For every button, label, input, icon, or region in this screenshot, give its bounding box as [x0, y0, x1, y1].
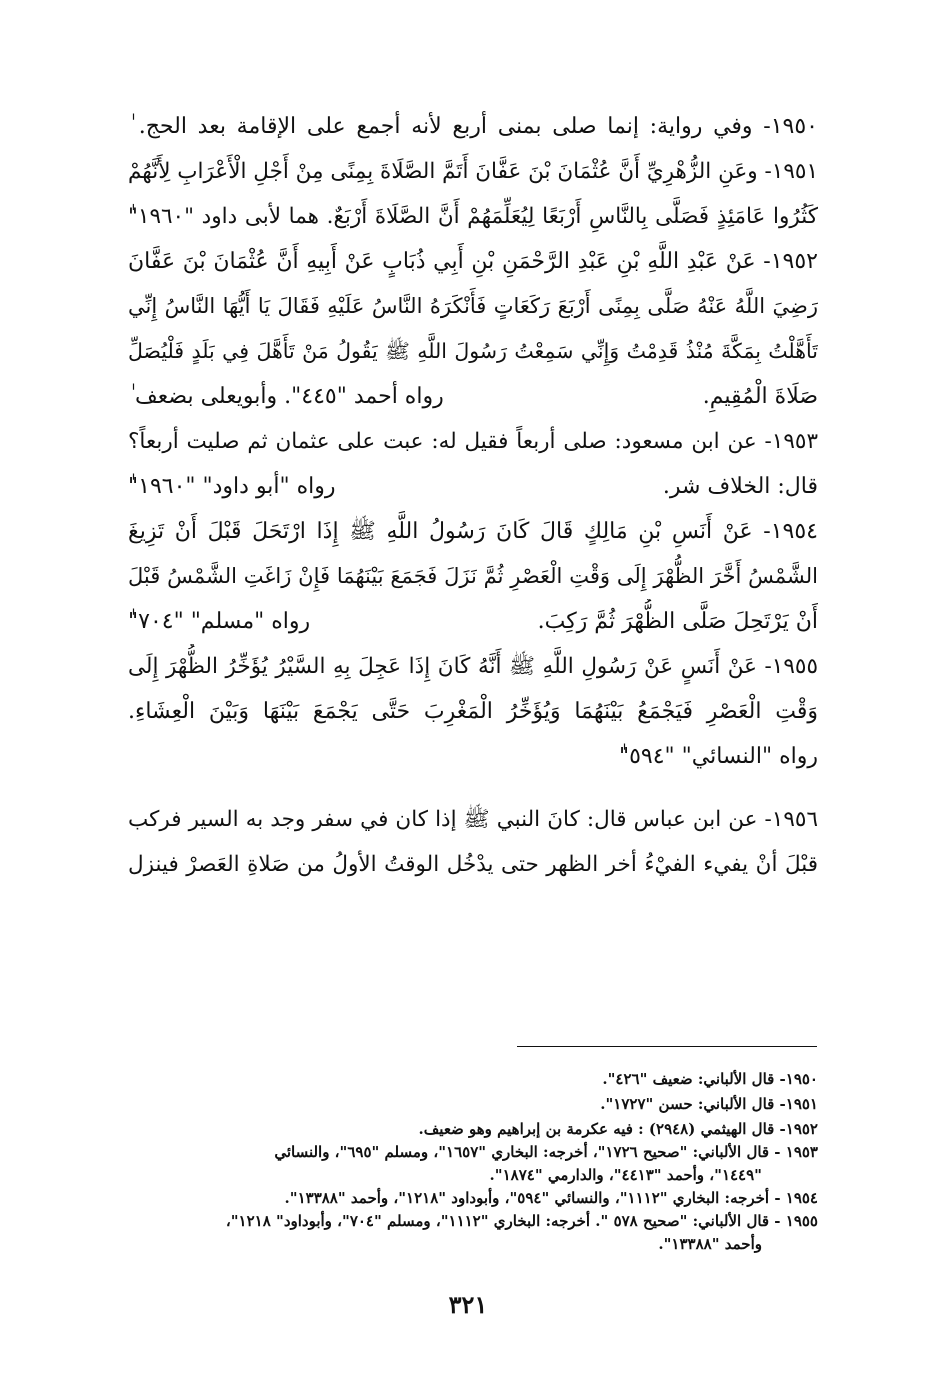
main-text	[128, 104, 818, 887]
footnote: ١٩٥٥ - قال الألباني: "صحيح ٥٧٨ ". أخرجه: البخاري "١١١٢"، ومسلم "٧٠٤"، وأبوداود" ١٢١٨"،	[225, 1212, 818, 1230]
footnote: ١٩٥٠- قال الألباني: ضعيف "٤٢٦".	[602, 1070, 818, 1088]
citation: رواه "النسائي" "٥٩٤"ٰ	[618, 744, 818, 769]
page-number: ٣٢١	[448, 1290, 488, 1319]
paragraph-gap	[128, 779, 818, 797]
footnote: ١٩٥٣ - قال الألباني: "صحيح ١٧٢٦"، أخرجه: البخاري "١٦٥٧"، ومسلم "٦٩٥"، والنسائي	[274, 1143, 818, 1161]
text-segment: قال: الخلاف شر.	[662, 474, 818, 499]
text-line: كَثُرُوا عَامَئِذٍ فَصَلَّى بِالنَّاسِ أَرْبَعًا لِيُعَلِّمَهُمْ أَنَّ الصَّلَاةَ أَرْبَعٌ. هما لأبى داود "١٩٦٠"ٰ	[128, 204, 818, 229]
text-line	[128, 464, 818, 509]
citation: رواه "مسلم" "٧٠٤"ٰ	[128, 609, 311, 634]
text-line: ١٩٥٥- عَنْ أَنَسٍ عَنْ رَسُولِ اللَّهِ ﷺ أَنَّهُ كَانَ إِذَا عَجِلَ بِهِ السَّيْرُ يُؤَخِّرُ الظُّهْرَ إِلَى	[128, 654, 818, 679]
citation: رواه "أبو داود" "١٩٦٠"ٰ	[128, 474, 336, 499]
footnote: ١٩٥٤ - أخرجه: البخاري "١١١٢"، والنسائي "٥٩٤"، وأبوداود "١٢١٨"، وأحمد "١٣٣٨٨".	[284, 1189, 818, 1207]
text-segment: أَنْ يَرْتَحِلَ صَلَّى الظُّهْرَ ثُمَّ رَكِبَ.	[537, 609, 818, 634]
text-line: ١٩٥٤- عَنْ أَنَسِ بْنِ مَالِكٍ قَالَ كَانَ رَسُولُ اللَّهِ ﷺ إِذَا ارْتَحَلَ قَبْلَ أَنْ تَزِيغَ	[128, 519, 818, 544]
footnotes	[140, 1068, 818, 1256]
footnote: ١٩٥٢- قال الهيثمي (٢٩٤٨) : فيه عكرمة بن إبراهيم وهو ضعيف.	[418, 1120, 818, 1138]
text-line	[128, 599, 818, 644]
text-line: الشَّمْسُ أَخَّرَ الظُّهْرَ إِلَى وَقْتِ الْعَصْرِ ثُمَّ نَزَلَ فَجَمَعَ بَيْنَهُمَا فَإِنْ زَاغَتِ الشَّمْسُ قَبْلَ	[128, 564, 818, 588]
footnote: ١٩٥١- قال الألباني: حسن "١٧٢٧".	[600, 1095, 818, 1113]
text-line: وَقْتِ الْعَصْرِ فَيَجْمَعُ بَيْنَهُمَا وَيُؤَخِّرُ الْمَغْرِبَ حَتَّى يَجْمَعَ بَيْنَهَا وَبَيْنَ الْعِشَاءِ.	[128, 699, 818, 724]
footnote-divider	[517, 1046, 817, 1047]
footnote-continuation: وأحمد "١٣٣٨٨".	[658, 1235, 762, 1253]
text-line: تَأَهَّلْتُ بِمَكَّةَ مُنْذُ قَدِمْتُ وَإِنِّي سَمِعْتُ رَسُولَ اللَّهِ ﷺ يَقُولُ مَنْ تَأَهَّلَ فِي بَلَدٍ فَلْيُصَلِّ	[128, 339, 818, 363]
text-line: قبْلَ أنْ يفيء الفيْءُ أخر الظهر حتى يدْخُل الوقتُ الأولُ من صَلاةِ العَصرْ فينزل	[128, 852, 818, 877]
text-line: ١٩٥٦- عن ابن عباس قال: كانَ النبي ﷺ إذا كان في سفر وجد به السير فركب	[128, 807, 818, 832]
text-segment: صَلَاةَ الْمُقِيمِ.	[702, 384, 818, 409]
text-line: ١٩٥٠- وفي رواية: إنما صلى بمنى أربع لأنه أجمع على الإقامة بعد الحج. ٰ	[128, 114, 818, 139]
text-line: ١٩٥٣- عن ابن مسعود: صلى أربعاً فقيل له: عبت على عثمان ثم صليت أربعاً؟	[128, 429, 818, 454]
text-line: ١٩٥١- وعَنِ الزُّهْرِيِّ أَنَّ عُثْمَانَ بْنَ عَفَّانَ أَتَمَّ الصَّلَاةَ بِمِنًى مِنْ أَجْلِ الْأَعْرَابِ لِأَنَّهُمْ	[128, 159, 818, 184]
footnote-continuation: "١٤٤٩"، وأحمد "٤٤١٣"، والدارمي "١٨٧٤".	[489, 1166, 762, 1184]
text-line: ١٩٥٢- عَنْ عَبْدِ اللَّهِ بْنِ عَبْدِ الرَّحْمَنِ بْنِ أَبِي ذُبَابٍ عَنْ أَبِيهِ أَنَّ عُثْمَانَ بْنَ عَفَّانَ	[128, 249, 818, 274]
text-line: رَضِيَ اللَّهُ عَنْهُ صَلَّى بِمِنًى أَرْبَعَ رَكَعَاتٍ فَأَنْكَرَهُ النَّاسُ عَلَيْهِ فَقَالَ يَا أَيُّهَا النَّاسُ إِنِّي	[128, 294, 818, 318]
text-line	[128, 374, 818, 419]
citation: رواه أحمد "٤٤٥". وأبويعلى بضعف ٰ	[128, 384, 444, 409]
